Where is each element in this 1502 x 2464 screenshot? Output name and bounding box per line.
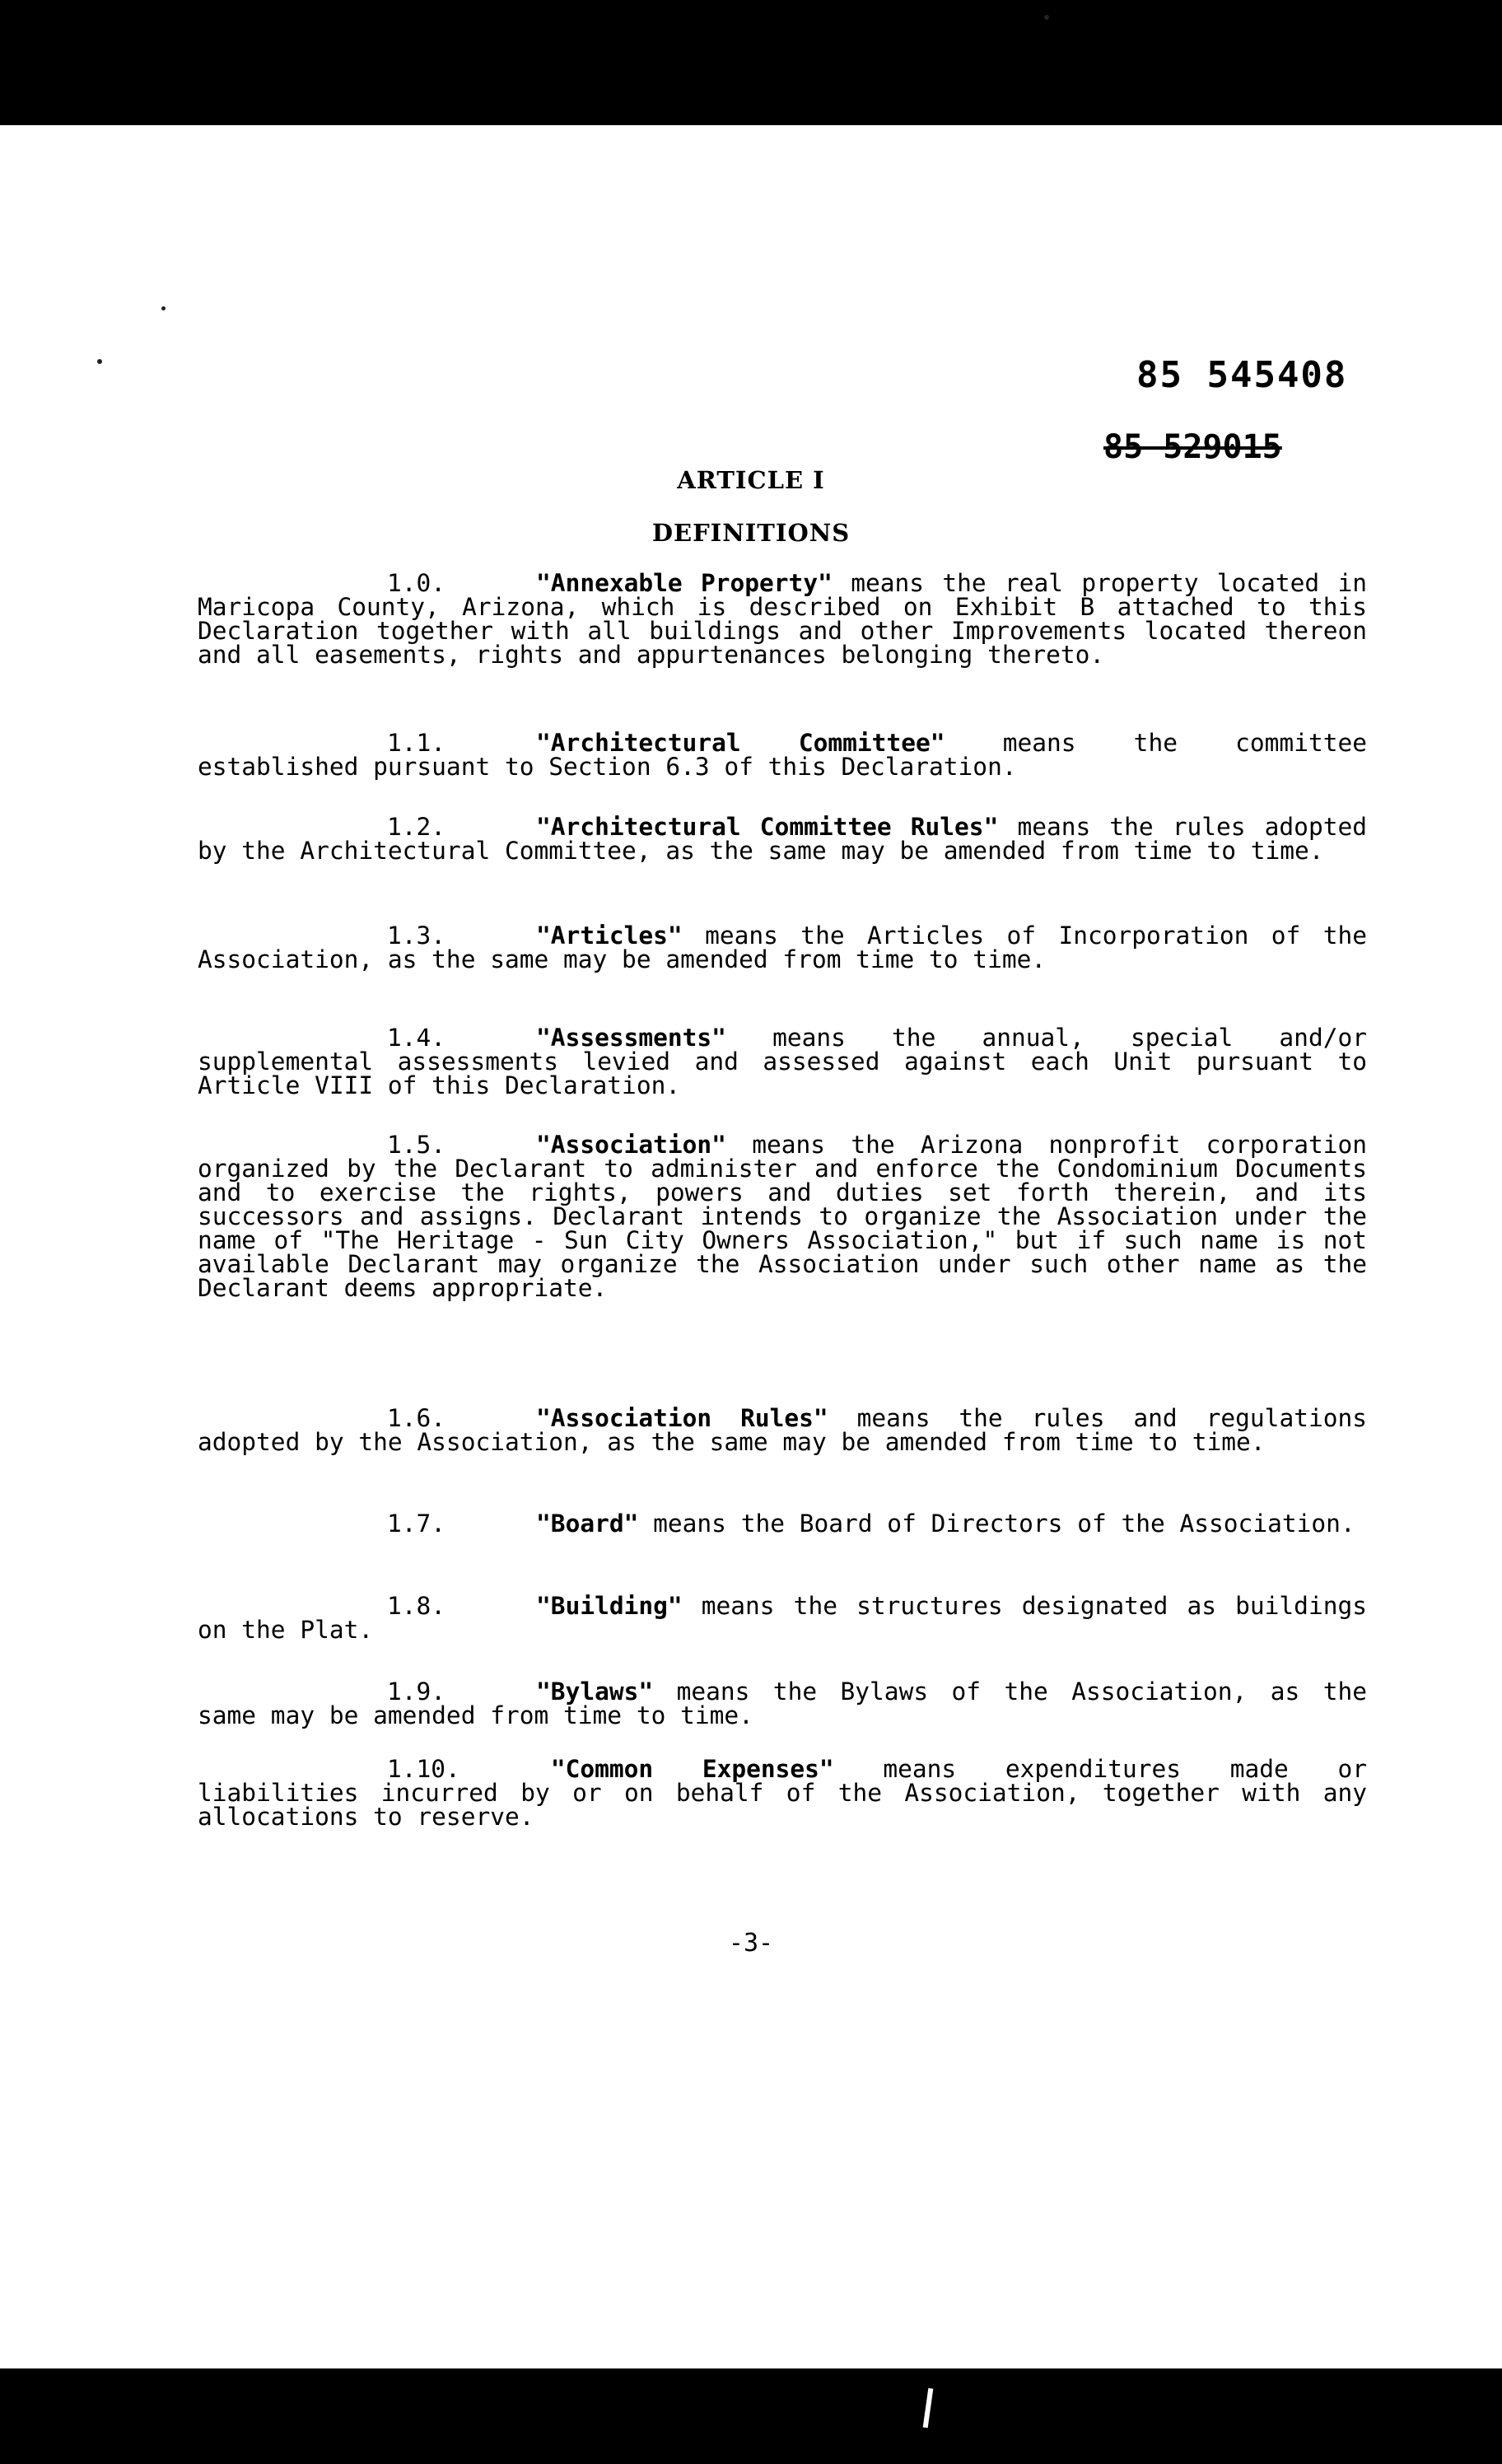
definition-paragraph	[198, 1404, 1368, 1456]
section-title: DEFINITIONS	[651, 519, 851, 547]
definition-term: "Architectural Committee Rules"	[536, 813, 999, 841]
definition-number: 1.2.	[387, 813, 446, 841]
definition-paragraph	[198, 1594, 1367, 1642]
definition-number: 1.9.	[387, 1678, 446, 1706]
definition-paragraph	[198, 1133, 1367, 1300]
definition-number: 1.0.	[387, 569, 446, 597]
definition-number: 1.8.	[387, 1592, 446, 1620]
definition-paragraph	[198, 924, 1367, 972]
definition-term: "Association"	[536, 1131, 726, 1159]
definition-number: 1.10.	[387, 1755, 460, 1783]
definition-number: 1.6.	[387, 1404, 446, 1432]
definition-text: means the Arizona nonprofit corporation organized by the Declarant to administer and enforce the Condominium Documents and to exercise the rights, powers and duties set forth therein, and its successors and assigns. Declarant intends to organize the Association under the name of "The Heritage - Sun City Owners Association," but if such name is not available Declarant may organize the Association under such other name as the Declarant deems appropriate.	[198, 1131, 1367, 1302]
definition-text: means the structures designated as buildings on the Plat.	[198, 1592, 1367, 1644]
definition-number: 1.3.	[387, 922, 446, 950]
definition-paragraph	[198, 1680, 1367, 1728]
definition-term: "Bylaws"	[536, 1678, 654, 1706]
definition-number: 1.1.	[387, 729, 446, 757]
definition-text: means the Articles of Incorporation of the Association, as the same may be amended from time to time.	[198, 922, 1367, 973]
definition-text: means the Board of Directors of the Association.	[638, 1510, 1355, 1538]
definition-term: "Assessments"	[536, 1024, 726, 1052]
definition-paragraph	[198, 1757, 1367, 1829]
scan-top-border	[0, 0, 1502, 125]
definition-text: means the real property located in Maricopa County, Arizona, which is described on Exhibit B attached to this Declaration together with all buildings and other Improvements located thereon and all easements, rights and appurtenances belonging thereto.	[198, 569, 1367, 669]
definition-number: 1.5.	[387, 1131, 446, 1159]
definition-paragraph	[198, 569, 1367, 669]
definition-number: 1.4.	[387, 1024, 446, 1052]
scan-speck	[161, 306, 166, 310]
definition-text: means the annual, special and/or supplemental assessments levied and assessed against each Unit pursuant to Article VIII of this Declaration.	[198, 1024, 1367, 1099]
definition-text: means the rules adopted by the Architectural Committee, as the same may be amended from time to time.	[198, 813, 1367, 865]
definition-paragraph	[198, 1512, 1367, 1536]
definition-term: "Building"	[536, 1592, 683, 1620]
definition-term: "Association Rules"	[536, 1404, 828, 1432]
definition-term: "Board"	[536, 1510, 639, 1538]
definition-text: means the rules and regulations adopted by the Association, as the same may be amended from time to time.	[198, 1404, 1368, 1456]
definition-term: "Annexable Property"	[536, 569, 833, 597]
definition-text: means the committee established pursuant to Section 6.3 of this Declaration.	[198, 729, 1367, 781]
struck-document-number: 85 529015	[1103, 428, 1282, 466]
definition-paragraph	[198, 731, 1367, 779]
definition-text: means the Bylaws of the Association, as the same may be amended from time to time.	[198, 1678, 1367, 1729]
article-title: ARTICLE I	[677, 466, 825, 494]
document-number: 85 545408	[1136, 354, 1348, 396]
definition-term: "Common Expenses"	[550, 1755, 834, 1783]
definition-term: "Architectural Committee"	[536, 729, 945, 757]
page-number: -3-	[728, 1929, 774, 1958]
definition-paragraph	[198, 815, 1367, 863]
definition-paragraph	[198, 1026, 1367, 1098]
definition-text: means expenditures made or liabilities incurred by or on behalf of the Association, together with any allocations to reserve.	[198, 1755, 1367, 1831]
definition-term: "Articles"	[536, 922, 683, 950]
scan-bottom-border	[0, 2368, 1502, 2464]
scan-speck	[97, 359, 102, 364]
scan-speck	[1044, 15, 1049, 20]
definition-number: 1.7.	[387, 1510, 446, 1538]
